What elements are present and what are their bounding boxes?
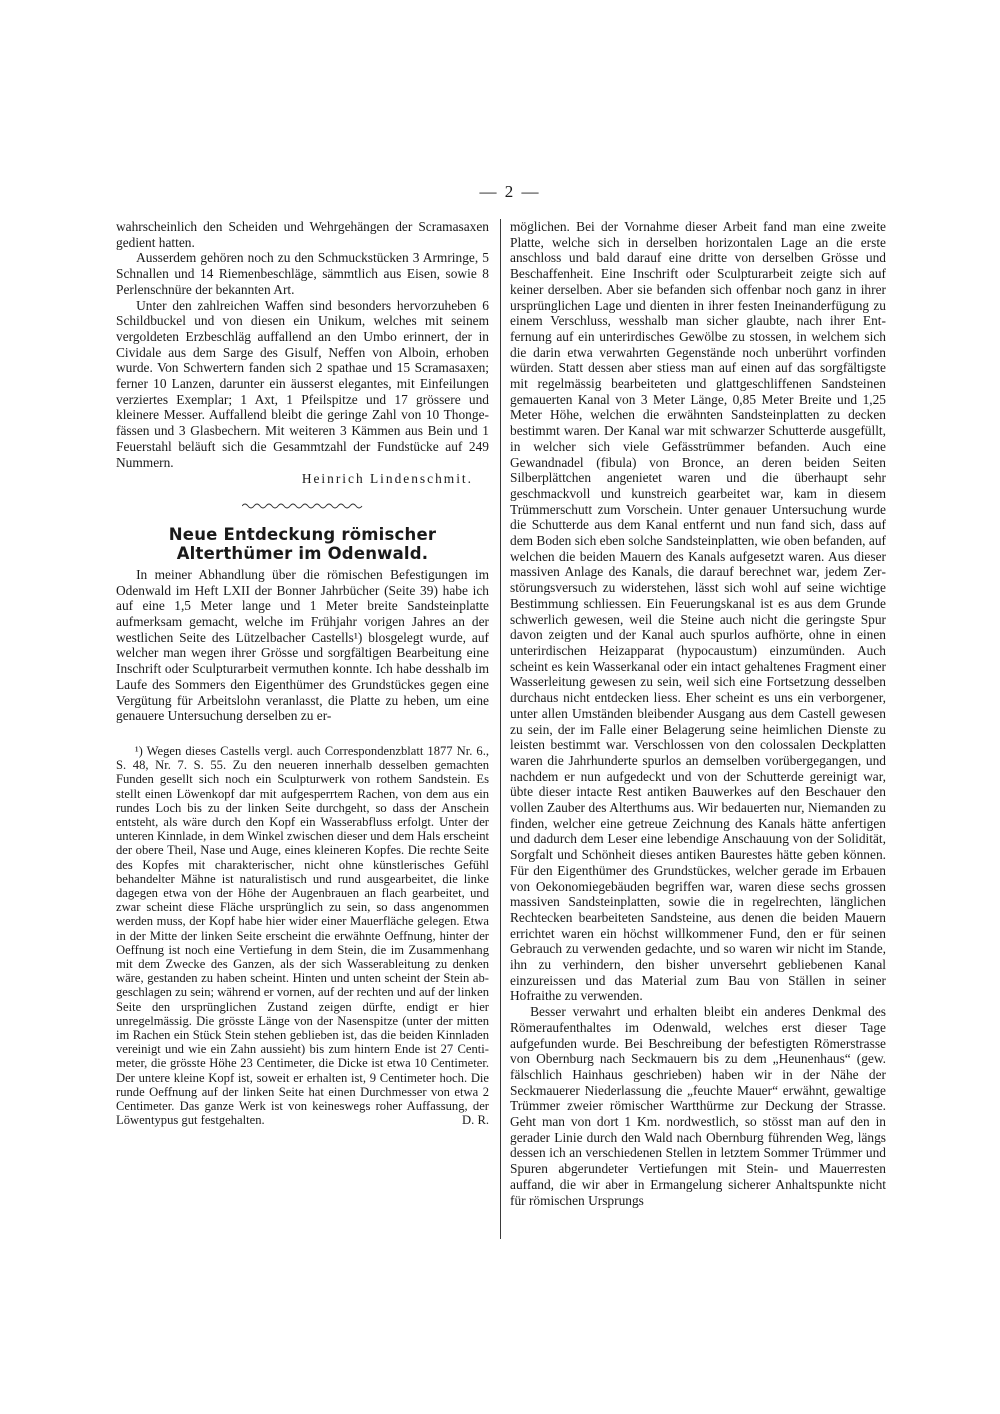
article-title: Neue Entdeckung römischer Alterthümer im Odenwald. [168, 524, 437, 563]
section-divider-ornament [242, 500, 364, 512]
right-column [510, 219, 886, 1208]
page-number: — 2 — [479, 182, 541, 201]
author-signature: Heinrich Lindenschmit. [301, 471, 473, 487]
footnote-initials: D. R. [462, 1113, 489, 1128]
column-divider [500, 219, 501, 1239]
paragraph: wahrscheinlich den Scheiden und Wehrgehängen der Scramasaxen gedient hatten. [116, 219, 489, 250]
paragraph: möglichen. Bei der Vornahme dieser Arbeit fand man eine zweite Platte, welche sich in derselben horizontalen Lage an die erste anschloss und bald darauf eine dritte von derselben Grösse und Beschaffenheit. Eine Inschrift oder Sculpturarbeit zeigte sich auf keiner derselben. Aber sie befanden sich offenbar noch ganz in ihrer ursprünglichen Lage und dienten in ihrer festen Ineinanderfügung zu einem Verschluss, wesshalb man sicher glaubte, nach ihrer Entfernung auf ein unterirdisches Gewölbe zu stossen, in welchem sich die darin etwa verwahrten Gegenstände noch unberührt vorfinden würden. Statt dessen aber stiess man auf einen auf das sorgfältigste mit regelmässig bearbeiteten und glattgeschliffenen Sandsteinen gemauerten Kanal von 3 Meter Länge, 0,85 Meter Breite und 1,25 Meter Höhe, welchen die erwähnten Sandsteinplatten zu decken bestimmt waren. Der Kanal war mit schwarzer Schutterde ausgefüllt, in welcher sich viele Gefässtrümmer befanden. Auch eine Gewandnadel (fibula) von Bronce, an deren beiden Seiten Silberplättchen angenietet waren und die überhaupt sehr geschmackvoll und kunstreich gearbeitet war, kam in diesem Trümmerschutt zum Vorschein. Unter genauer Untersuchung wurde die Schutterde aus dem Kanal entfernt und nun fand sich, dass auf dem Boden sich eben solche Sandsteinplatten, wie oben befanden, auf welchen die beiden Mauern des Kanals aufgesetzt waren. Aus dieser massiven Anlage des Kanals, die darauf berechnet war, jedem Zerstörungsversuch zu widerstehen, lässt sich wohl auf seine wichtige Bestimmung schliessen. Ein Feuerungskanal ist es aus dem Grunde schwerlich gewesen, weil die Steine auch nicht die geringste Spur davon zeigten und der Kanal auch spurlos aufhörte, ohne in einen unterirdischen Heizapparat (hypocaustum) einzumünden. Auch scheint es kein Wasserkanal oder ein intact gehaltenes Fragment einer Wasserleitung gewesen zu sein, weil sich eine Fortsetzung desselben durchaus nicht entdecken liess. Eher scheint es uns ein verborgener, unter allen Umständen bleibender Ausgang aus dem Castell gewesen zu sein, der im Falle einer Belagerung seine heimlichen Dienste zu leisten bestimmt war. Verschlossen von den colossalen Deckplatten waren die Jahrhunderte spurlos an demselben vorübergegangen, und nachdem er nun aufgedeckt und von der Schutterde gereinigt war, übte dieser intacte Rest antiken Bauwerkes auf den Beschauer den vollen Zauber des Alterthums aus. Wir bedauerten nur, Niemanden zu finden, welcher eine getreue Zeichnung des Kanals hätte anfertigen und dadurch dem Leser eine lebendige Anschauung von der Solidität, Sorgfalt und Schönheit dieses antiken Baurestes hätte geben können. Für den Eigenthümer des Grundstückes, welcher gerade im Erbauen von Oekonomiegebäuden begriffen war, waren diese sechs grossen massiven Sandsteinplatten, sowie die in regelrechten, länglichen Rechtecken bearbeiteten Sandsteine, aus denen die beiden Mauern errichtet waren ein höchst willkommener Fund, den er für seinen Gebrauch zu verwenden gedachte, und so waren wir nicht im Stande, ihn zu verhindern, den bisher unversehrt gebliebenen Kanal einzureissen und das Material zum Bau von Ställen in seiner Hofraithe zu verwenden. [510, 219, 886, 1004]
paragraph: In meiner Abhandlung über die römischen Befestigungen im Odenwald im Heft LXII der Bonner Jahrbücher (Seite 39) habe ich auf eine 1,5 Meter lange und 1 Meter breite Sandsteinplatte aufmerksam gemacht, welche im Frühjahr vorigen Jahres an der westlichen Seite des Lützelbacher Castells¹) blosgelegt wurde, auf welcher man wegen ihrer Grösse und sorgfältigen Bearbeitung eine Inschrift oder Sculpturarbeit vermuthen konnte. Ich habe desshalb im Laufe des Sommers den Eigenthümer des Grundstückes gegen eine Vergütung für Arbeitslohn veranlasst, die Platte zu heben, um eine genauere Untersuchung derselben zu er- [116, 566, 489, 724]
footnote-text: ¹) Wegen dieses Castells vergl. auch Correspondenzblatt 1877 Nr. 6., S. 48, Nr. 7. S. 55. Zu den neueren innerhalb desselben gemachten Funden gesellt sich noch ein Sculpturwerk von rothem Sandstein. Es stellt einen Löwenkopf dar mit aufgesperrtem Rachen, von dem aus ein rundes Loch bis zu der linken Seite durchgeht, so dass der Anschein entsteht, als wäre durch den Kopf ein Wasserabfluss erfolgt. Unter der unteren Kinnlade, in dem Winkel zwischen dieser und dem Hals erscheint der obere Theil, Nase und Auge, eines kleineren Kopfes. Die rechte Seite des Kopfes mit charakterischer, nicht ohne künstlerisches Gefühl behandelter Mähne ist naturalistisch und rund ausgearbeitet, die linke dagegen etwa von der Höhe der Augenbrauen an flach gearbeitet, und zwar scheint diese Fläche ursprünglich zu sein, so dass angenommen werden muss, der Kopf habe hier wider einer Mauerfläche gelegen. Etwa in der Mitte der linken Seite erscheint die erwähnte Oeffnung, hinter der Oeffnung ist noch eine Vertiefung in dem Stein, die im Zusammenhang mit dem Zwecke des Ganzen, als der sich Wasserableitung zu denken wäre, gestanden zu haben scheint. Hinten und unten scheint der Stein abgeschlagen zu sein; während er vornen, auf der rechten und auf der linken Seite den ursprünglichen Zustand zeigen dürfte, endigt er hier unregelmässig. Die grösste Länge von der Nasenspitze (unter der mitten im Rachen ein Stück Stein stehen geblieben ist, das die beiden Kinnladen vereinigt und wie ein Zahn aussieht) bis zum hintern Ende ist 27 Centimeter, die grösste Höhe 23 Centimeter, die Dicke ist etwa 10 Centimeter. Der untere kleine Kopf ist, soweit er erhalten ist, 9 Centimeter hoch. Die runde Oeffnung auf der linken Seite hat einen Durchmesser von etwa 2 Centimeter. Das ganze Werk ist von keineswegs roher Auffassung, der Löwentypus gut festgehalten. [116, 743, 489, 1128]
left-column [116, 219, 489, 1127]
paragraph: Besser verwahrt und erhalten bleibt ein anderes Denkmal des Römeraufenthaltes im Odenwald, welches erst dieser Tage aufgefunden wurde. Bei Beschreibung der befestigten Römerstrasse von Obernburg nach Seckmauern bis zu dem „Heunenhaus“ (gew. fälschlich Hainhaus geschrieben) haben wir in der Nähe der Seckmauerer Niederlassung die „feuchte Mauer“ erwähnt, gewaltige Trümmer zweier römischer Wartthürme zur Deckung der Strasse. Geht man von dort 1 Km. nordwestlich, so stösst man auf den in gerader Linie durch den Wald nach Obernburg führenden Weg, längs dessen ich an verschiedenen Stellen in letztem Sommer Trümmer und Spuren abgerundeter Vertiefungen mit Stein- und Mauerresten auffand, die wir aber in Ermangelung sicherer Anhaltspunkte nicht für römischen Ursprungs [510, 1004, 886, 1208]
paragraph: Ausserdem gehören noch zu den Schmuckstücken 3 Armringe, 5 Schnallen und 14 Riemenbeschläge, sämmtlich aus Eisen, sowie 8 Perlenschnüre der bekannten Art. [116, 250, 489, 297]
paragraph: Unter den zahlreichen Waffen sind besonders hervorzuheben 6 Schildbuckel und von diesen ein Unikum, welches mit seinem vergoldeten Erzbeschläg auffallend an den Umbo erinnert, der in Cividale aus dem Sarge des Gisulf, Neffen von Alboin, erhoben wurde. Von Schwertern fanden sich 2 spathae und 15 Scramasaxen; ferner 10 Lanzen, darunter ein äusserst elegantes, mit Einfeilungen verziertes Exemplar; 1 Axt, 1 Pfeilspitze und 17 grössere und kleinere Messer. Auffallend bleibt die geringe Zahl von 10 Thongefässen und 3 Glasbechern. Mit weiteren 3 Kämmen aus Bein und 1 Feuerstahl beläuft sich die Gesammtzahl der Fundstücke auf 249 Nummern. [116, 297, 489, 470]
footnote [116, 744, 489, 1127]
